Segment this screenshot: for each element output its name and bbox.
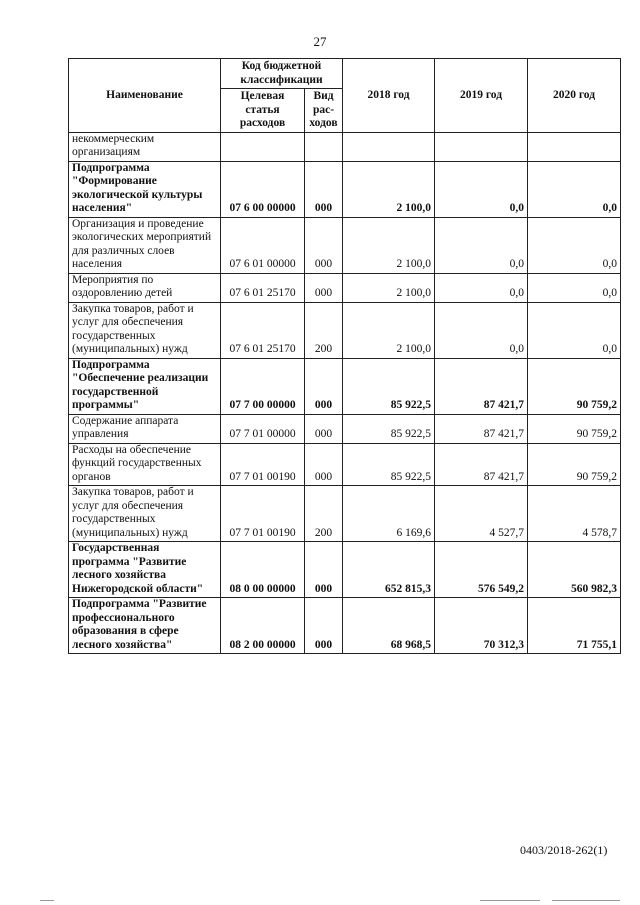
col-header-expense-type: Вид рас-ходов — [305, 89, 343, 133]
page-number: 27 — [313, 34, 327, 49]
row-code: 07 6 00 00000 — [221, 161, 305, 217]
row-2019: 0,0 — [435, 217, 528, 273]
row-2019: 0,0 — [435, 161, 528, 217]
col-header-name: Наименование — [69, 59, 221, 133]
row-2019: 70 312,3 — [435, 598, 528, 654]
row-2019: 0,0 — [435, 302, 528, 358]
row-2019: 87 421,7 — [435, 414, 528, 443]
row-code: 07 7 01 00000 — [221, 414, 305, 443]
row-2019: 4 527,7 — [435, 486, 528, 542]
table-row — [69, 302, 621, 358]
row-type: 000 — [305, 161, 343, 217]
row-code: 07 7 00 00000 — [221, 358, 305, 414]
row-type: 200 — [305, 302, 343, 358]
row-type: 000 — [305, 358, 343, 414]
row-name: Закупка товаров, работ и услуг для обеспечения государственных (муниципальных) нужд — [69, 486, 221, 542]
col-header-2020: 2020 год — [528, 59, 621, 133]
row-2019: 87 421,7 — [435, 443, 528, 486]
col-header-2018: 2018 год — [343, 59, 435, 133]
table-row — [69, 217, 621, 273]
row-2018: 85 922,5 — [343, 443, 435, 486]
budget-table — [68, 58, 621, 654]
row-name: некоммерческим организациям — [69, 132, 221, 161]
row-name: Государственная программа "Развитие лесного хозяйства Нижегородской области" — [69, 542, 221, 598]
row-2018: 652 815,3 — [343, 542, 435, 598]
row-code: 08 0 00 00000 — [221, 542, 305, 598]
row-2020: 0,0 — [528, 302, 621, 358]
row-name: Содержание аппарата управления — [69, 414, 221, 443]
scan-artifact — [552, 900, 620, 901]
row-2020: 0,0 — [528, 161, 621, 217]
row-2020 — [528, 132, 621, 161]
col-header-target-item: Целевая статья расходов — [221, 89, 305, 133]
row-2018: 85 922,5 — [343, 358, 435, 414]
row-type: 200 — [305, 486, 343, 542]
col-header-budget-code: Код бюджетной классификации — [221, 59, 343, 89]
table-row — [69, 486, 621, 542]
row-name: Мероприятия по оздоровлению детей — [69, 273, 221, 302]
row-2019: 0,0 — [435, 273, 528, 302]
row-2018: 6 169,6 — [343, 486, 435, 542]
row-code: 07 6 01 00000 — [221, 217, 305, 273]
row-type: 000 — [305, 598, 343, 654]
row-type: 000 — [305, 273, 343, 302]
row-2020: 0,0 — [528, 217, 621, 273]
table-row — [69, 414, 621, 443]
row-code: 07 7 01 00190 — [221, 486, 305, 542]
row-2020: 90 759,2 — [528, 358, 621, 414]
row-2020: 71 755,1 — [528, 598, 621, 654]
row-2018: 2 100,0 — [343, 302, 435, 358]
row-2020: 560 982,3 — [528, 542, 621, 598]
row-2018 — [343, 132, 435, 161]
row-name: Подпрограмма "Формирование экологической культуры населения" — [69, 161, 221, 217]
row-2018: 2 100,0 — [343, 273, 435, 302]
table-row — [69, 443, 621, 486]
row-2018: 2 100,0 — [343, 161, 435, 217]
row-code: 07 6 01 25170 — [221, 302, 305, 358]
document-code: 0403/2018-262(1) — [520, 843, 608, 857]
row-2019: 576 549,2 — [435, 542, 528, 598]
row-2020: 90 759,2 — [528, 443, 621, 486]
row-2020: 0,0 — [528, 273, 621, 302]
row-2018: 85 922,5 — [343, 414, 435, 443]
scan-artifact — [480, 900, 540, 901]
row-2020: 90 759,2 — [528, 414, 621, 443]
row-code: 08 2 00 00000 — [221, 598, 305, 654]
row-type: 000 — [305, 542, 343, 598]
row-2018: 68 968,5 — [343, 598, 435, 654]
table-row — [69, 598, 621, 654]
row-name: Расходы на обеспечение функций государственных органов — [69, 443, 221, 486]
scan-artifact — [40, 900, 54, 901]
table-row — [69, 273, 621, 302]
row-code: 07 6 01 25170 — [221, 273, 305, 302]
row-name: Подпрограмма "Обеспечение реализации государственной программы" — [69, 358, 221, 414]
col-header-2019: 2019 год — [435, 59, 528, 133]
row-code: 07 7 01 00190 — [221, 443, 305, 486]
row-type: 000 — [305, 443, 343, 486]
table-row — [69, 542, 621, 598]
table-row — [69, 161, 621, 217]
row-2018: 2 100,0 — [343, 217, 435, 273]
row-2020: 4 578,7 — [528, 486, 621, 542]
row-name: Организация и проведение экологических мероприятий для различных слоев населения — [69, 217, 221, 273]
row-type: 000 — [305, 217, 343, 273]
row-name: Закупка товаров, работ и услуг для обеспечения государственных (муниципальных) нужд — [69, 302, 221, 358]
table-row — [69, 358, 621, 414]
row-2019: 87 421,7 — [435, 358, 528, 414]
row-code — [221, 132, 305, 161]
row-name: Подпрограмма "Развитие профессионального образования в сфере лесного хозяйства" — [69, 598, 221, 654]
row-type: 000 — [305, 414, 343, 443]
row-type — [305, 132, 343, 161]
row-2019 — [435, 132, 528, 161]
table-row — [69, 132, 621, 161]
